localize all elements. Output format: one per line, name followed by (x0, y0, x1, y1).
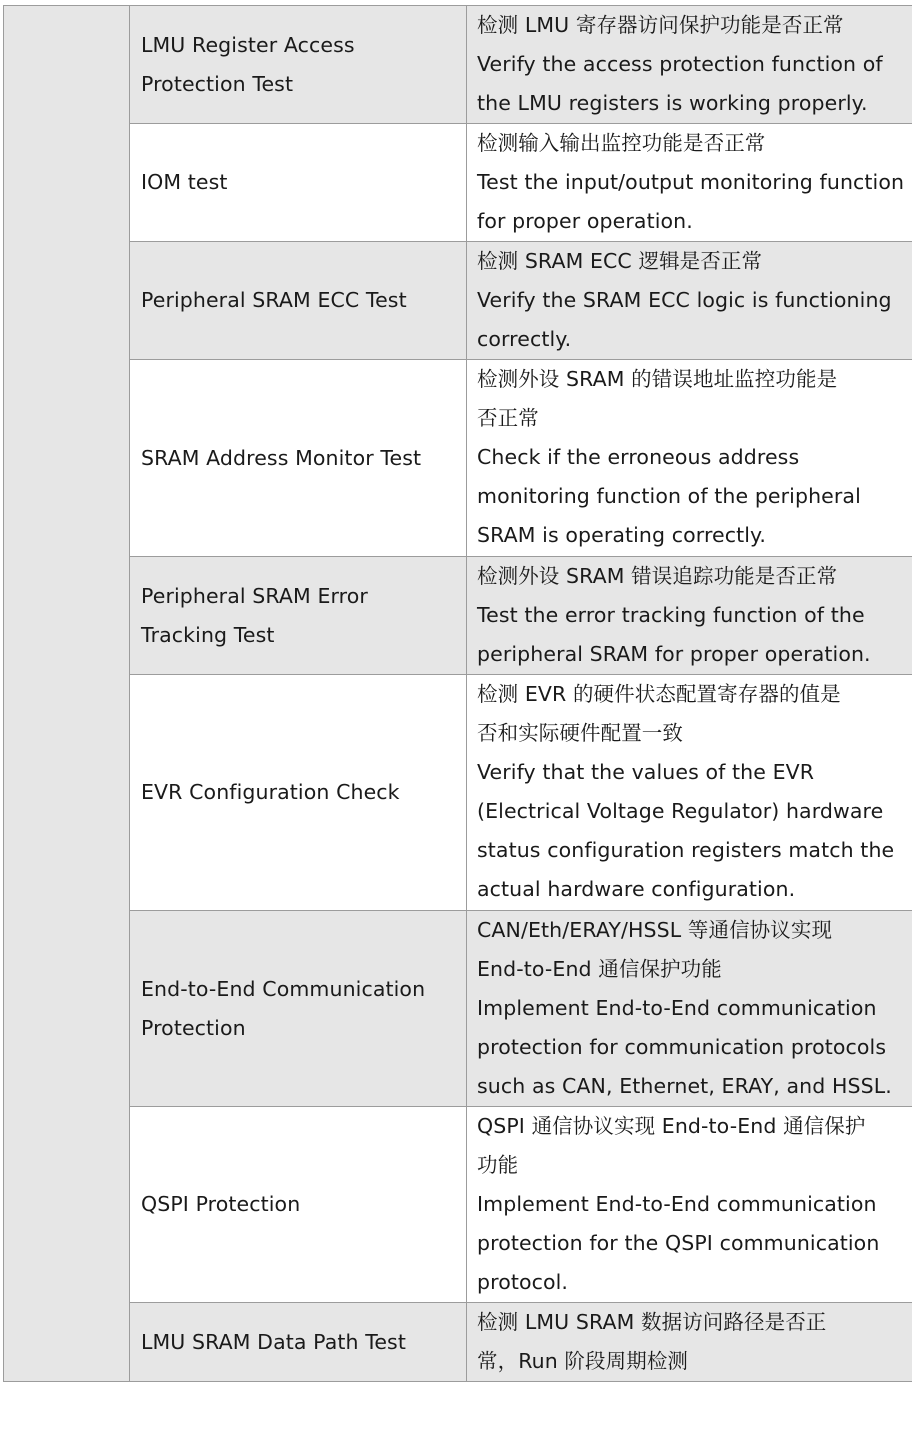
test-description-line: Verify the SRAM ECC logic is functioning (477, 288, 892, 312)
test-description-line: actual hardware configuration. (477, 877, 796, 901)
test-description-cell (467, 557, 912, 675)
test-description-line: 检测 SRAM ECC 逻辑是否正常 (477, 249, 763, 273)
test-description-cell (467, 1303, 912, 1382)
table-row (4, 675, 912, 911)
table-row (4, 6, 912, 124)
test-name-line: Peripheral SRAM ECC Test (141, 288, 407, 312)
test-description-line: monitoring function of the peripheral (477, 484, 861, 508)
test-description-line: 检测 LMU 寄存器访问保护功能是否正常 (477, 13, 844, 37)
test-name-line: End-to-End Communication (141, 976, 426, 1001)
test-description-line: for proper operation. (477, 209, 693, 233)
table-row (4, 242, 912, 360)
test-description-line: protection for communication protocols (477, 1035, 887, 1059)
test-name-cell (130, 911, 467, 1107)
test-table-container (3, 5, 909, 1382)
test-name-cell (130, 124, 467, 242)
test-name-line: EVR Configuration Check (141, 780, 400, 804)
test-description-cell (467, 360, 912, 557)
table-row (4, 911, 912, 1107)
test-table-body (4, 6, 912, 1382)
test-description-line: Test the input/output monitoring function (477, 170, 905, 194)
test-description-cell (467, 6, 912, 124)
test-description-line: CAN/Eth/ERAY/HSSL 等通信协议实现 (477, 918, 833, 942)
test-description-line: the LMU registers is working properly. (477, 91, 868, 115)
test-description-line: status configuration registers match the (477, 838, 895, 862)
test-description-cell (467, 675, 912, 911)
test-table (3, 5, 912, 1382)
test-description-line: 检测 LMU SRAM 数据访问路径是否正 (477, 1310, 827, 1334)
test-description-line: 否正常 (477, 406, 539, 430)
test-description-cell (467, 1107, 912, 1303)
test-description-line: such as CAN, Ethernet, ERAY, and HSSL. (477, 1074, 892, 1098)
test-name-cell (130, 675, 467, 911)
test-name-line: Tracking Test (141, 622, 275, 647)
test-description-line: Implement End-to-End communication (477, 1192, 877, 1216)
test-description-line: 否和实际硬件配置一致 (477, 721, 683, 745)
table-row (4, 1303, 912, 1382)
test-name-cell (130, 1303, 467, 1382)
test-description-line: (Electrical Voltage Regulator) hardware (477, 799, 884, 823)
test-name-line: Protection (141, 1015, 246, 1040)
test-name-cell (130, 557, 467, 675)
test-name-line: Protection Test (141, 71, 294, 96)
test-name-cell (130, 6, 467, 124)
table-row (4, 124, 912, 242)
test-name-cell (130, 242, 467, 360)
test-description-line: 检测输入输出监控功能是否正常 (477, 131, 766, 155)
test-name-cell (130, 360, 467, 557)
test-description-cell (467, 242, 912, 360)
test-description-line: Verify the access protection function of (477, 52, 883, 76)
test-name-line: SRAM Address Monitor Test (141, 445, 422, 470)
test-description-line: QSPI 通信协议实现 End-to-End 通信保护 (477, 1114, 866, 1138)
test-name-line: QSPI Protection (141, 1192, 301, 1216)
test-description-line: protection for the QSPI communication (477, 1231, 880, 1255)
test-description-line: SRAM is operating correctly. (477, 523, 766, 547)
test-name-line: LMU SRAM Data Path Test (141, 1329, 406, 1354)
test-name-line: LMU Register Access (141, 32, 355, 57)
test-description-line: 功能 (477, 1153, 519, 1177)
test-description-line: correctly. (477, 327, 572, 351)
test-description-cell (467, 911, 912, 1107)
test-name-line: IOM test (141, 170, 228, 194)
test-description-line: peripheral SRAM for proper operation. (477, 642, 871, 666)
test-name-cell (130, 1107, 467, 1303)
table-row (4, 557, 912, 675)
test-description-line: End-to-End 通信保护功能 (477, 957, 722, 981)
test-description-line: Verify that the values of the EVR (477, 760, 815, 784)
test-description-line: 常，Run 阶段周期检测 (477, 1349, 689, 1373)
test-name-line: Peripheral SRAM Error (141, 583, 368, 608)
table-row (4, 1107, 912, 1303)
test-description-line: protocol. (477, 1270, 569, 1294)
test-description-line: Check if the erroneous address (477, 445, 800, 469)
category-cell (4, 6, 130, 1382)
test-description-line: 检测 EVR 的硬件状态配置寄存器的值是 (477, 682, 841, 706)
test-description-cell (467, 124, 912, 242)
test-description-line: 检测外设 SRAM 的错误地址监控功能是 (477, 367, 838, 391)
test-description-line: Test the error tracking function of the (477, 603, 865, 627)
table-row (4, 360, 912, 557)
test-description-line: Implement End-to-End communication (477, 996, 877, 1020)
test-description-line: 检测外设 SRAM 错误追踪功能是否正常 (477, 564, 838, 588)
